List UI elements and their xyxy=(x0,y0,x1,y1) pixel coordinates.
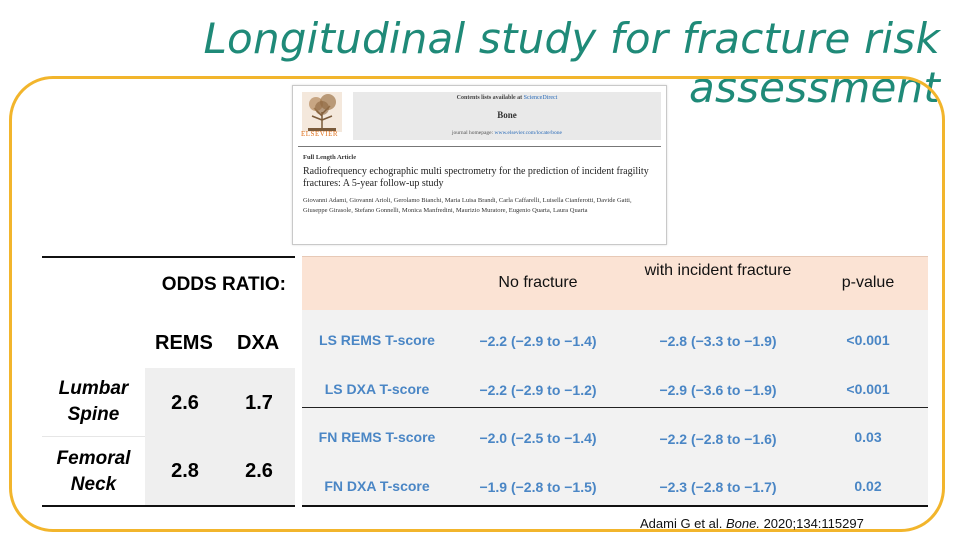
article-title: Radiofrequency echographic multi spectrometry for the prediction of incident fragility fractures: A 5-year follow-up study xyxy=(303,166,649,189)
cell-incident-fracture: −2.9 (−3.6 to −1.9) xyxy=(659,382,777,398)
cell-incident-fracture: −2.8 (−3.3 to −1.9) xyxy=(659,333,777,349)
column-header-rems: REMS xyxy=(155,332,213,354)
odds-values-background xyxy=(145,368,295,505)
article-type: Full Length Article xyxy=(303,154,357,161)
cell-incident-fracture: −2.3 (−2.8 to −1.7) xyxy=(659,479,777,495)
row-separator xyxy=(42,436,145,437)
header-no-fracture: No fracture xyxy=(498,274,578,291)
citation: Adami G et al. Bone. 2020;134:115297 xyxy=(640,516,864,531)
slide-title: Longitudinal study for fracture risk assessment xyxy=(203,14,940,112)
header-with-incident-fracture: with incident fracture xyxy=(644,262,792,279)
cell-p-value: 0.02 xyxy=(854,478,882,494)
header-p-value: p-value xyxy=(841,274,895,291)
homepage-link[interactable]: www.elsevier.com/locate/bone xyxy=(494,130,562,136)
comparison-table-bottom-rule xyxy=(302,505,928,507)
odds-lumbar-rems: 2.6 xyxy=(171,392,199,414)
paper-thumbnail xyxy=(292,85,667,245)
row-label: FN DXA T-score xyxy=(324,478,430,494)
journal-name: Bone xyxy=(497,110,517,120)
odds-table-bottom-rule xyxy=(42,505,295,507)
odds-ratio-title: ODDS RATIO: xyxy=(161,274,286,295)
cell-p-value: 0.03 xyxy=(854,429,882,445)
odds-femoral-rems: 2.8 xyxy=(171,460,199,482)
divider xyxy=(298,146,661,147)
cell-no-fracture: −1.9 (−2.8 to −1.5) xyxy=(479,479,597,495)
contents-line: Contents lists available at ScienceDirect xyxy=(456,95,558,101)
comparison-table-mid-rule xyxy=(302,407,928,408)
cell-no-fracture: −2.2 (−2.9 to −1.2) xyxy=(479,382,597,398)
odds-femoral-dxa: 2.6 xyxy=(245,460,273,482)
sciencedirect-link[interactable]: ScienceDirect xyxy=(523,95,558,101)
row-label: FN REMS T-score xyxy=(318,429,436,445)
cell-incident-fracture: −2.2 (−2.8 to −1.6) xyxy=(659,431,777,447)
row-label-femoral-neck: Femoral Neck xyxy=(42,440,145,504)
column-header-dxa: DXA xyxy=(237,332,280,354)
odds-lumbar-dxa: 1.7 xyxy=(245,392,273,414)
article-authors: Giovanni Adami, Giovanni Arioli, Gerolamo Bianchi, Maria Luisa Brandi, Carla Caffarelli, Luisella Cianferotti, Davide Gatti, Giuseppe Girasole, Stefano Gonnelli, Monica Manfredini, Maurizio Muratore, Eugenio Quarta, Laura Quarta xyxy=(303,197,632,214)
row-label-lumbar-spine: Lumbar Spine xyxy=(42,370,145,434)
cell-no-fracture: −2.2 (−2.9 to −1.4) xyxy=(479,333,597,349)
citation-journal: Bone. xyxy=(725,516,760,531)
publisher-name: ELSEVIER xyxy=(301,130,339,138)
row-label: LS DXA T-score xyxy=(324,381,430,397)
cell-p-value: <0.001 xyxy=(846,332,890,348)
comparison-table-top-rule xyxy=(302,256,928,257)
cell-no-fracture: −2.0 (−2.5 to −1.4) xyxy=(479,430,597,446)
row-label: LS REMS T-score xyxy=(319,332,435,348)
odds-table-top-rule xyxy=(42,256,295,258)
cell-p-value: <0.001 xyxy=(846,381,890,397)
homepage-line: journal homepage: www.elsevier.com/locate/bone xyxy=(452,130,562,136)
